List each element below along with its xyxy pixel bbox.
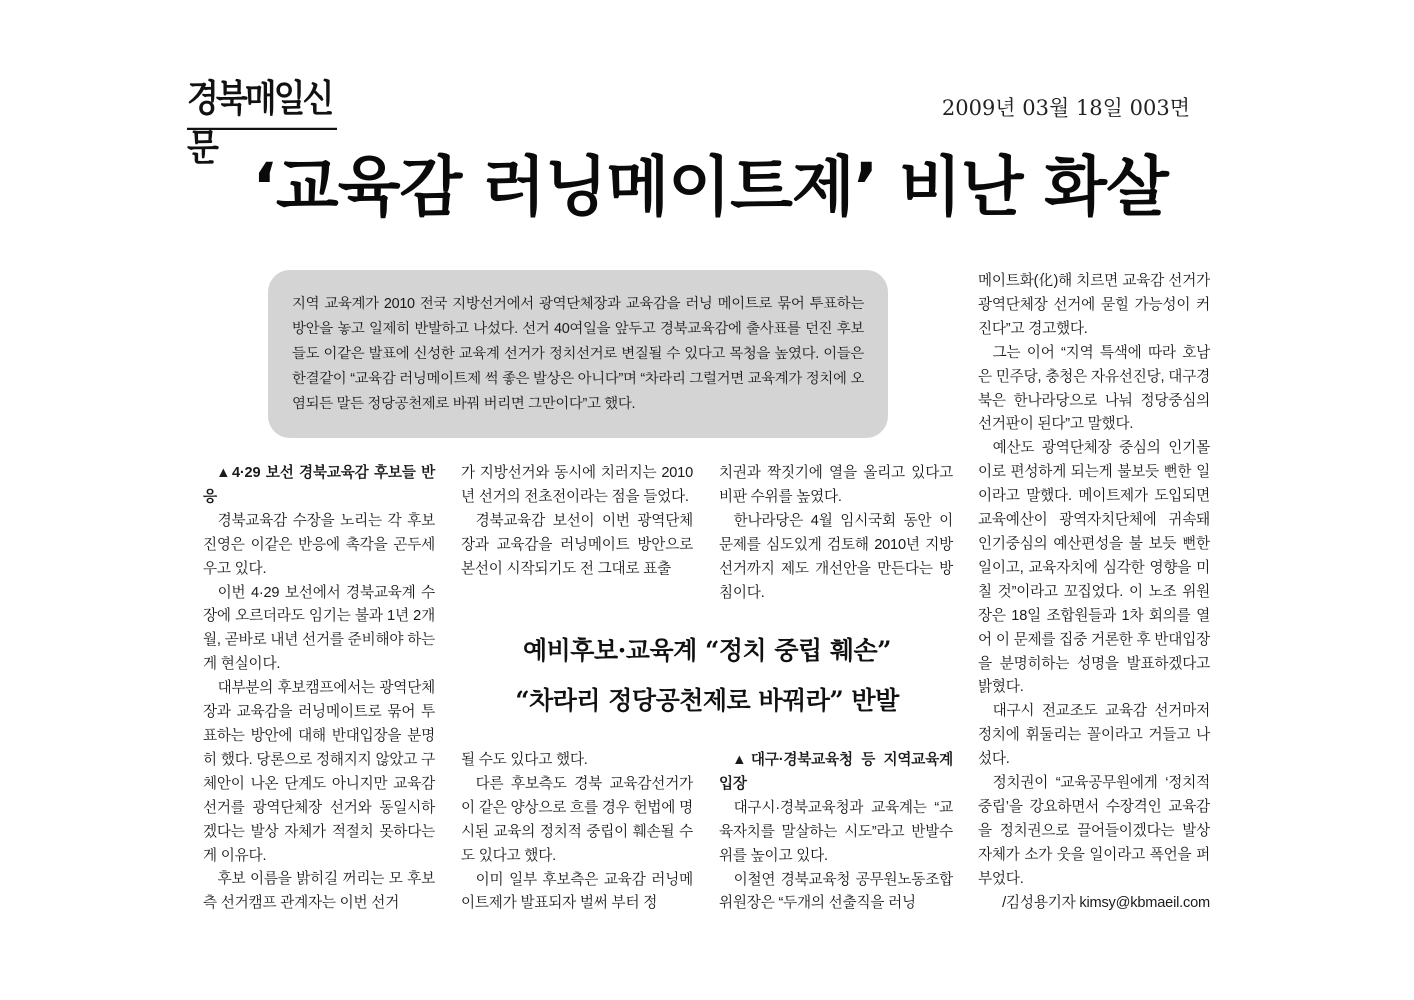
article-column-2-top — [461, 462, 693, 582]
newspaper-masthead: 경북매일신문 — [187, 74, 337, 130]
lead-summary-box — [268, 270, 888, 438]
paragraph: 한나라당은 4월 임시국회 동안 이 문제를 심도있게 검토해 2010년 지방선거까지 제도 개선안을 만든다는 방침이다. — [719, 512, 953, 601]
subtitle-line-1: 예비후보·교육계 “정치 중립 훼손” — [522, 636, 892, 665]
section-subhead-education-office: ▲대구·경북교육청 등 지역교육계 입장 — [719, 752, 953, 792]
article-column-3-top — [719, 462, 953, 605]
paragraph: 후보 이름을 밝히길 꺼리는 모 후보측 선거캠프 관계자는 이번 선거 — [203, 871, 435, 912]
paragraph: 그는 이어 “지역 특색에 따라 호남은 민주당, 충청은 자유선진당, 대구경북은 한나라당으로 나눠 정당중심의 선거판이 된다”고 말했다. — [978, 344, 1210, 433]
lead-summary-text: 지역 교육계가 2010 전국 지방선거에서 광역단체장과 교육감을 러닝 메이트로 묶어 투표하는 방안을 놓고 일제히 반발하고 나섰다. 선거 40여일을 앞두고 경북교육감에 출사표를 던진 후보들도 이같은 발표에 신성한 교육계 선거가 정치선거로 변질될 수 있다고 목청을 높였다. 이들은 한결같이 “교육감 러닝메이트제 썩 좋은 발상은 아니다”며 “차라리 그럴거면 교육계가 정치에 오염되든 말든 정당공천제로 바꿔 버리면 그만이다”고 했다. — [292, 296, 864, 412]
paragraph: 다른 후보측도 경북 교육감선거가 이 같은 양상으로 흐를 경우 헌법에 명시된 교육의 정치적 중립이 훼손될 수도 있다고 했다. — [461, 775, 693, 864]
article-headline: ‘교육감 러닝메이트제’ 비난 화살 — [252, 150, 1168, 225]
paragraph: 경북교육감 보선이 이번 광역단체장과 교육감을 러닝메이트 방안으로 본선이 시작되기도 전 그대로 표출 — [461, 512, 693, 577]
paragraph: 대부분의 후보캠프에서는 광역단체장과 교육감을 러닝메이트로 묶어 투표하는 방안에 대해 반대입장을 분명히 했다. 당론으로 정해지지 않았고 구체안이 나온 단계도 아니지만 교육감 선거를 광역단체장 선거와 동일시하겠다는 발상 자체가 적절치 못하다는게 이유다. — [203, 680, 435, 864]
publication-dateline: 2009년 03월 18일 003면 — [941, 96, 1190, 120]
paragraph: 이미 일부 후보측은 교육감 러닝메이트제가 발표되자 벌써 부터 정 — [461, 871, 693, 912]
paragraph: 경북교육감 수장을 노리는 각 후보진영은 이같은 반응에 촉각을 곤두세우고 있다. — [203, 512, 435, 577]
paragraph: 정치권이 “교육공무원에게 ‘정치적 중립’을 강요하면서 수장격인 교육감을 정치권으로 끌어들이겠다는 발상 자체가 소가 웃을 일이라고 폭언을 퍼부었다. — [978, 775, 1210, 887]
paragraph: 대구시·경북교육청과 교육계는 “교육자치를 말살하는 시도”라고 반발수위를 높이고 있다. — [719, 799, 953, 864]
paragraph: 대구시 전교조도 교육감 선거마저 정치에 휘둘리는 꼴이라고 거들고 나섰다. — [978, 703, 1210, 768]
section-subhead-candidates: ▲4·29 보선 경북교육감 후보들 반응 — [203, 465, 435, 505]
paragraph: 이철연 경북교육청 공무원노동조합 위원장은 “두개의 선출직을 러닝 — [719, 871, 953, 912]
article-column-1 — [203, 462, 435, 916]
article-column-3-bottom — [719, 749, 953, 916]
paragraph: 메이트화(化)해 치르면 교육감 선거가 광역단체장 선거에 묻힐 가능성이 커진다”고 경고했다. — [978, 273, 1210, 337]
paragraph: 가 지방선거와 동시에 치러지는 2010년 선거의 전초전이라는 점을 들었다. — [461, 465, 693, 505]
article-column-4 — [978, 270, 1210, 915]
subtitle-line-2: “차라리 정당공천제로 바꿔라” 반발 — [515, 686, 899, 715]
paragraph: 예산도 광역단체장 중심의 인기몰이로 편성하게 되는게 불보듯 뻔한 일이라고 말했다. 메이트제가 도입되면 교육예산이 광역자치단체에 귀속돼 인기중심의 예산편성을 불 보듯 뻔한 일이고, 교육자치에 심각한 영향을 미칠 것”이라고 꼬집었다. 이 노조 위원장은 18일 조합원들과 1차 회의를 열어 이 문제를 집중 거론한 후 반대입장을 분명히하는 성명을 발표하겠다고 밝혔다. — [978, 440, 1210, 696]
article-column-2-bottom — [461, 749, 693, 916]
paragraph: 이번 4·29 보선에서 경북교육계 수장에 오르더라도 임기는 불과 1년 2개월, 곧바로 내년 선거를 준비해야 하는게 현실이다. — [203, 584, 435, 673]
article-subtitle — [461, 626, 953, 726]
paragraph: 될 수도 있다고 했다. — [461, 752, 588, 768]
reporter-byline: /김성용기자 kimsy@kbmaeil.com — [1002, 894, 1210, 911]
paragraph: 치권과 짝짓기에 열을 올리고 있다고 비판 수위를 높였다. — [719, 465, 953, 505]
